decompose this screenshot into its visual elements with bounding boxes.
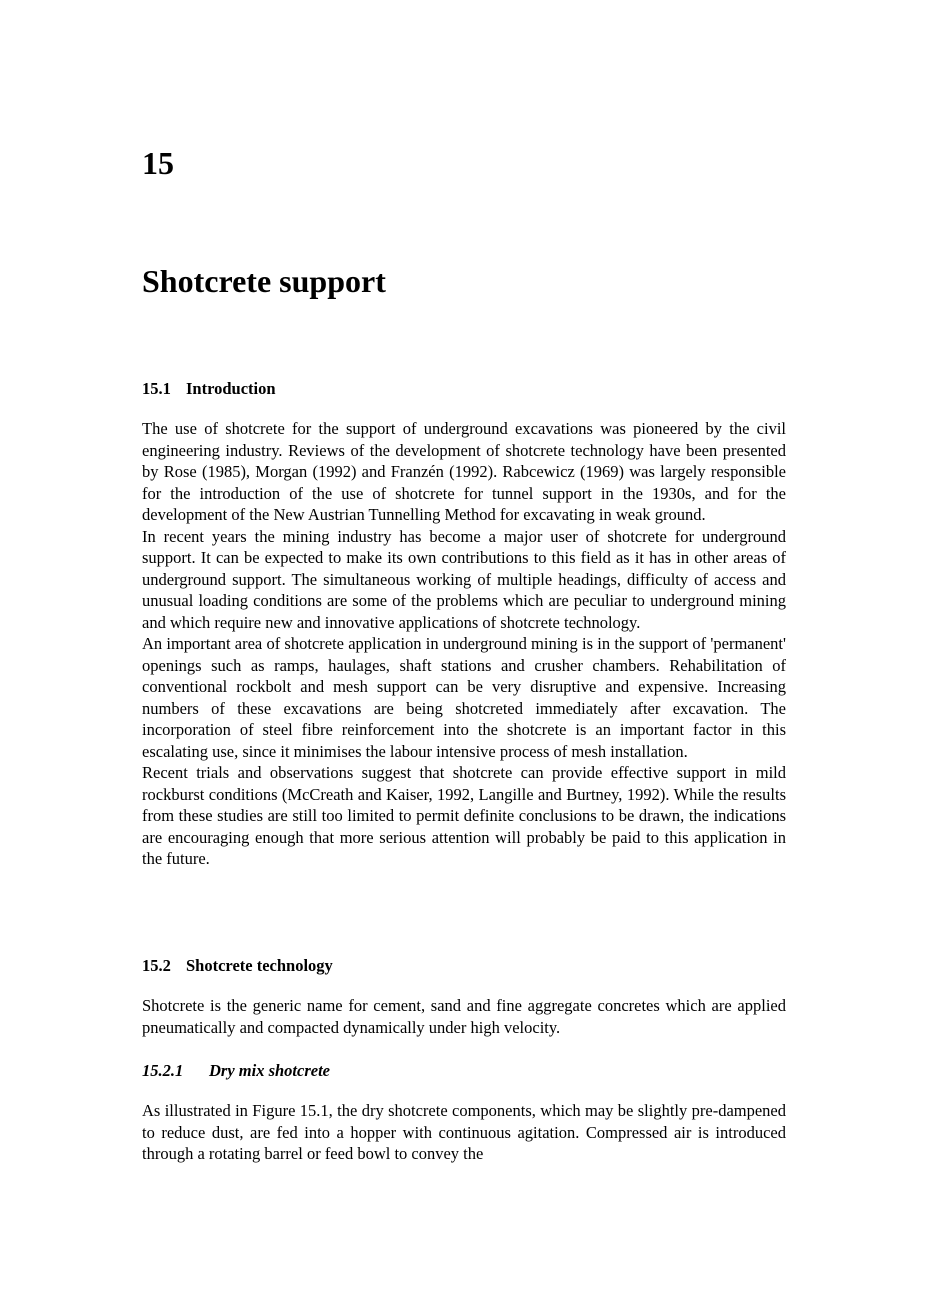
section-heading-shotcrete-technology xyxy=(142,955,333,977)
paragraph: An important area of shotcrete application in underground mining is in the support of 'permanent' openings such as ramps, haulages, shaft stations and crusher chambers. Rehabilitation of conventional rockbolt and mesh support can be very disruptive and expensive. Increasing numbers of these excavations are being shotcreted immediately after excavation. The incorporation of steel fibre reinforcement into the shotcrete is an important factor in this escalating use, since it minimises the labour intensive process of mesh installation. xyxy=(142,634,786,761)
section-title: Introduction xyxy=(186,379,276,398)
dry-mix-body xyxy=(142,1100,786,1165)
subsection-heading-dry-mix xyxy=(142,1060,330,1082)
section-number: 15.2 xyxy=(142,956,171,975)
paragraph: In recent years the mining industry has become a major user of shotcrete for underground support. It can be expected to make its own contributions to this field as it has in other areas of underground support. The simultaneous working of multiple headings, difficulty of access and unusual loading conditions are some of the problems which are peculiar to underground mining and which require new and innovative applications of shotcrete technology. xyxy=(142,526,786,632)
section-number: 15.1 xyxy=(142,379,171,398)
paragraph: Shotcrete is the generic name for cement, sand and fine aggregate concretes which are applied pneumatically and compacted dynamically under high velocity. xyxy=(142,996,786,1037)
introduction-body xyxy=(142,418,786,870)
paragraph: Recent trials and observations suggest that shotcrete can provide effective support in mild rockburst conditions (McCreath and Kaiser, 1992, Langille and Burtney, 1992). While the results from these studies are still too limited to permit definite conclusions to be drawn, the indications are encouraging enough that more serious attention will probably be paid to this application in the future. xyxy=(142,763,786,868)
section-title: Shotcrete technology xyxy=(186,956,333,975)
chapter-number: 15 xyxy=(142,145,174,181)
chapter-title: Shotcrete support xyxy=(142,263,386,299)
shotcrete-technology-body xyxy=(142,995,786,1038)
section-heading-introduction xyxy=(142,378,276,400)
paragraph: The use of shotcrete for the support of underground excavations was pioneered by the civil engineering industry. Reviews of the development of shotcrete technology have been presented by Rose (1985), Morgan (1992) and Franzén (1992). Rabcewicz (1969) was largely responsible for the introduction of the use of shotcrete for tunnel support in the 1930s, and for the development of the New Austrian Tunnelling Method for excavating in weak ground. xyxy=(142,419,786,524)
paragraph: As illustrated in Figure 15.1, the dry shotcrete components, which may be slightly pre-dampened to reduce dust, are fed into a hopper with continuous agitation. Compressed air is introduced through a rotating barrel or feed bowl to convey the xyxy=(142,1101,786,1163)
subsection-title: Dry mix shotcrete xyxy=(209,1061,330,1080)
subsection-number: 15.2.1 xyxy=(142,1061,184,1080)
